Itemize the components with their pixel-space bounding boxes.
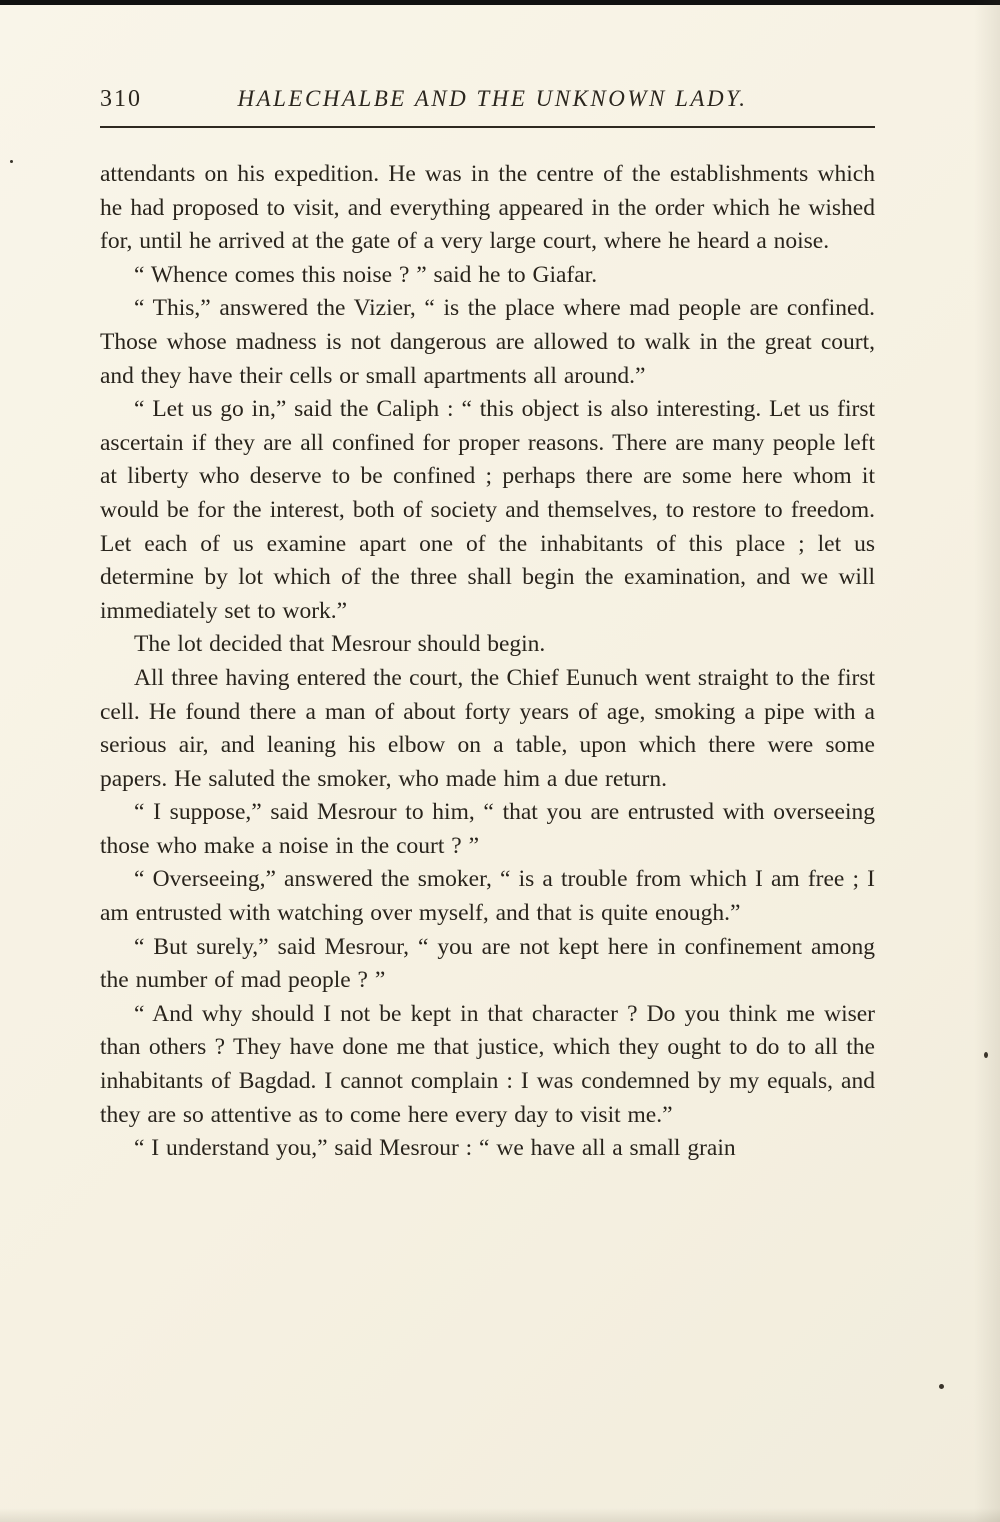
scan-speck: [984, 1052, 988, 1058]
paragraph: attendants on his expedition. He was in the centre of the establishments which he had proposed to visit, and everything appeared in the order which he wished for, until he arrived at the gate of a very large court, where he heard a noise.: [100, 161, 875, 255]
scan-speck: [10, 160, 13, 163]
scan-shade-bottom: [0, 1508, 1000, 1522]
running-header: [100, 86, 875, 113]
paragraph: The lot decided that Mesrour should begin.: [134, 631, 546, 658]
paragraph: “ Overseeing,” answered the smoker, “ is a trouble from which I am free ; I am entrusted with watching over myself, and that is quite enough.”: [100, 866, 875, 927]
paragraph: “ Whence comes this noise ? ” said he to Giafar.: [134, 261, 598, 288]
paragraph: “ I suppose,” said Mesrour to him, “ that you are entrusted with overseeing those who make a noise in the court ? ”: [100, 799, 875, 859]
paragraph: “ Let us go in,” said the Caliph : “ this object is also interesting. Let us first ascertain if they are all confined for proper reasons. There are many people left at liberty who deserve to be confined ; perhaps there are some here whom it would be for the interest, both of society and themselves, to restore to freedom. Let each of us examine apart one of the inhabitants of this place ; let us determine by lot which of the three shall begin the examination, and we will immediately set to work.”: [100, 396, 875, 624]
scan-speck: [939, 1384, 944, 1389]
header-rule: [100, 126, 875, 128]
paragraph: “ But surely,” said Mesrour, “ you are not kept here in confinement among the number of mad people ? ”: [100, 933, 875, 994]
paragraph: All three having entered the court, the Chief Eunuch went straight to the first cell. He found there a man of about forty years of age, smoking a pipe with a serious air, and leaning his elbow on a table, upon which there were some papers. He saluted the smoker, who made him a due return.: [100, 664, 875, 792]
paragraph: “ And why should I not be kept in that character ? Do you think me wiser than others ? They have done me that justice, which they ought to do to all the inhabitants of Bagdad. I cannot complain : I was condemned by my equals, and they are so attentive as to come here every day to visit me.”: [100, 1000, 875, 1128]
scan-shade-right: [974, 0, 1000, 1522]
scan-edge-top: [0, 0, 1000, 5]
paragraph: “ This,” answered the Vizier, “ is the place where mad people are confined. Those whose madness is not dangerous are allowed to walk in the great court, and they have their cells or small apartments all around.”: [100, 295, 875, 389]
page-body-text: [100, 158, 875, 1166]
running-header-title: HALECHALBE AND THE UNKNOWN LADY.: [237, 86, 748, 111]
page-number: 310: [100, 86, 142, 112]
paragraph: “ I understand you,” said Mesrour : “ we have all a small grain: [134, 1135, 736, 1162]
